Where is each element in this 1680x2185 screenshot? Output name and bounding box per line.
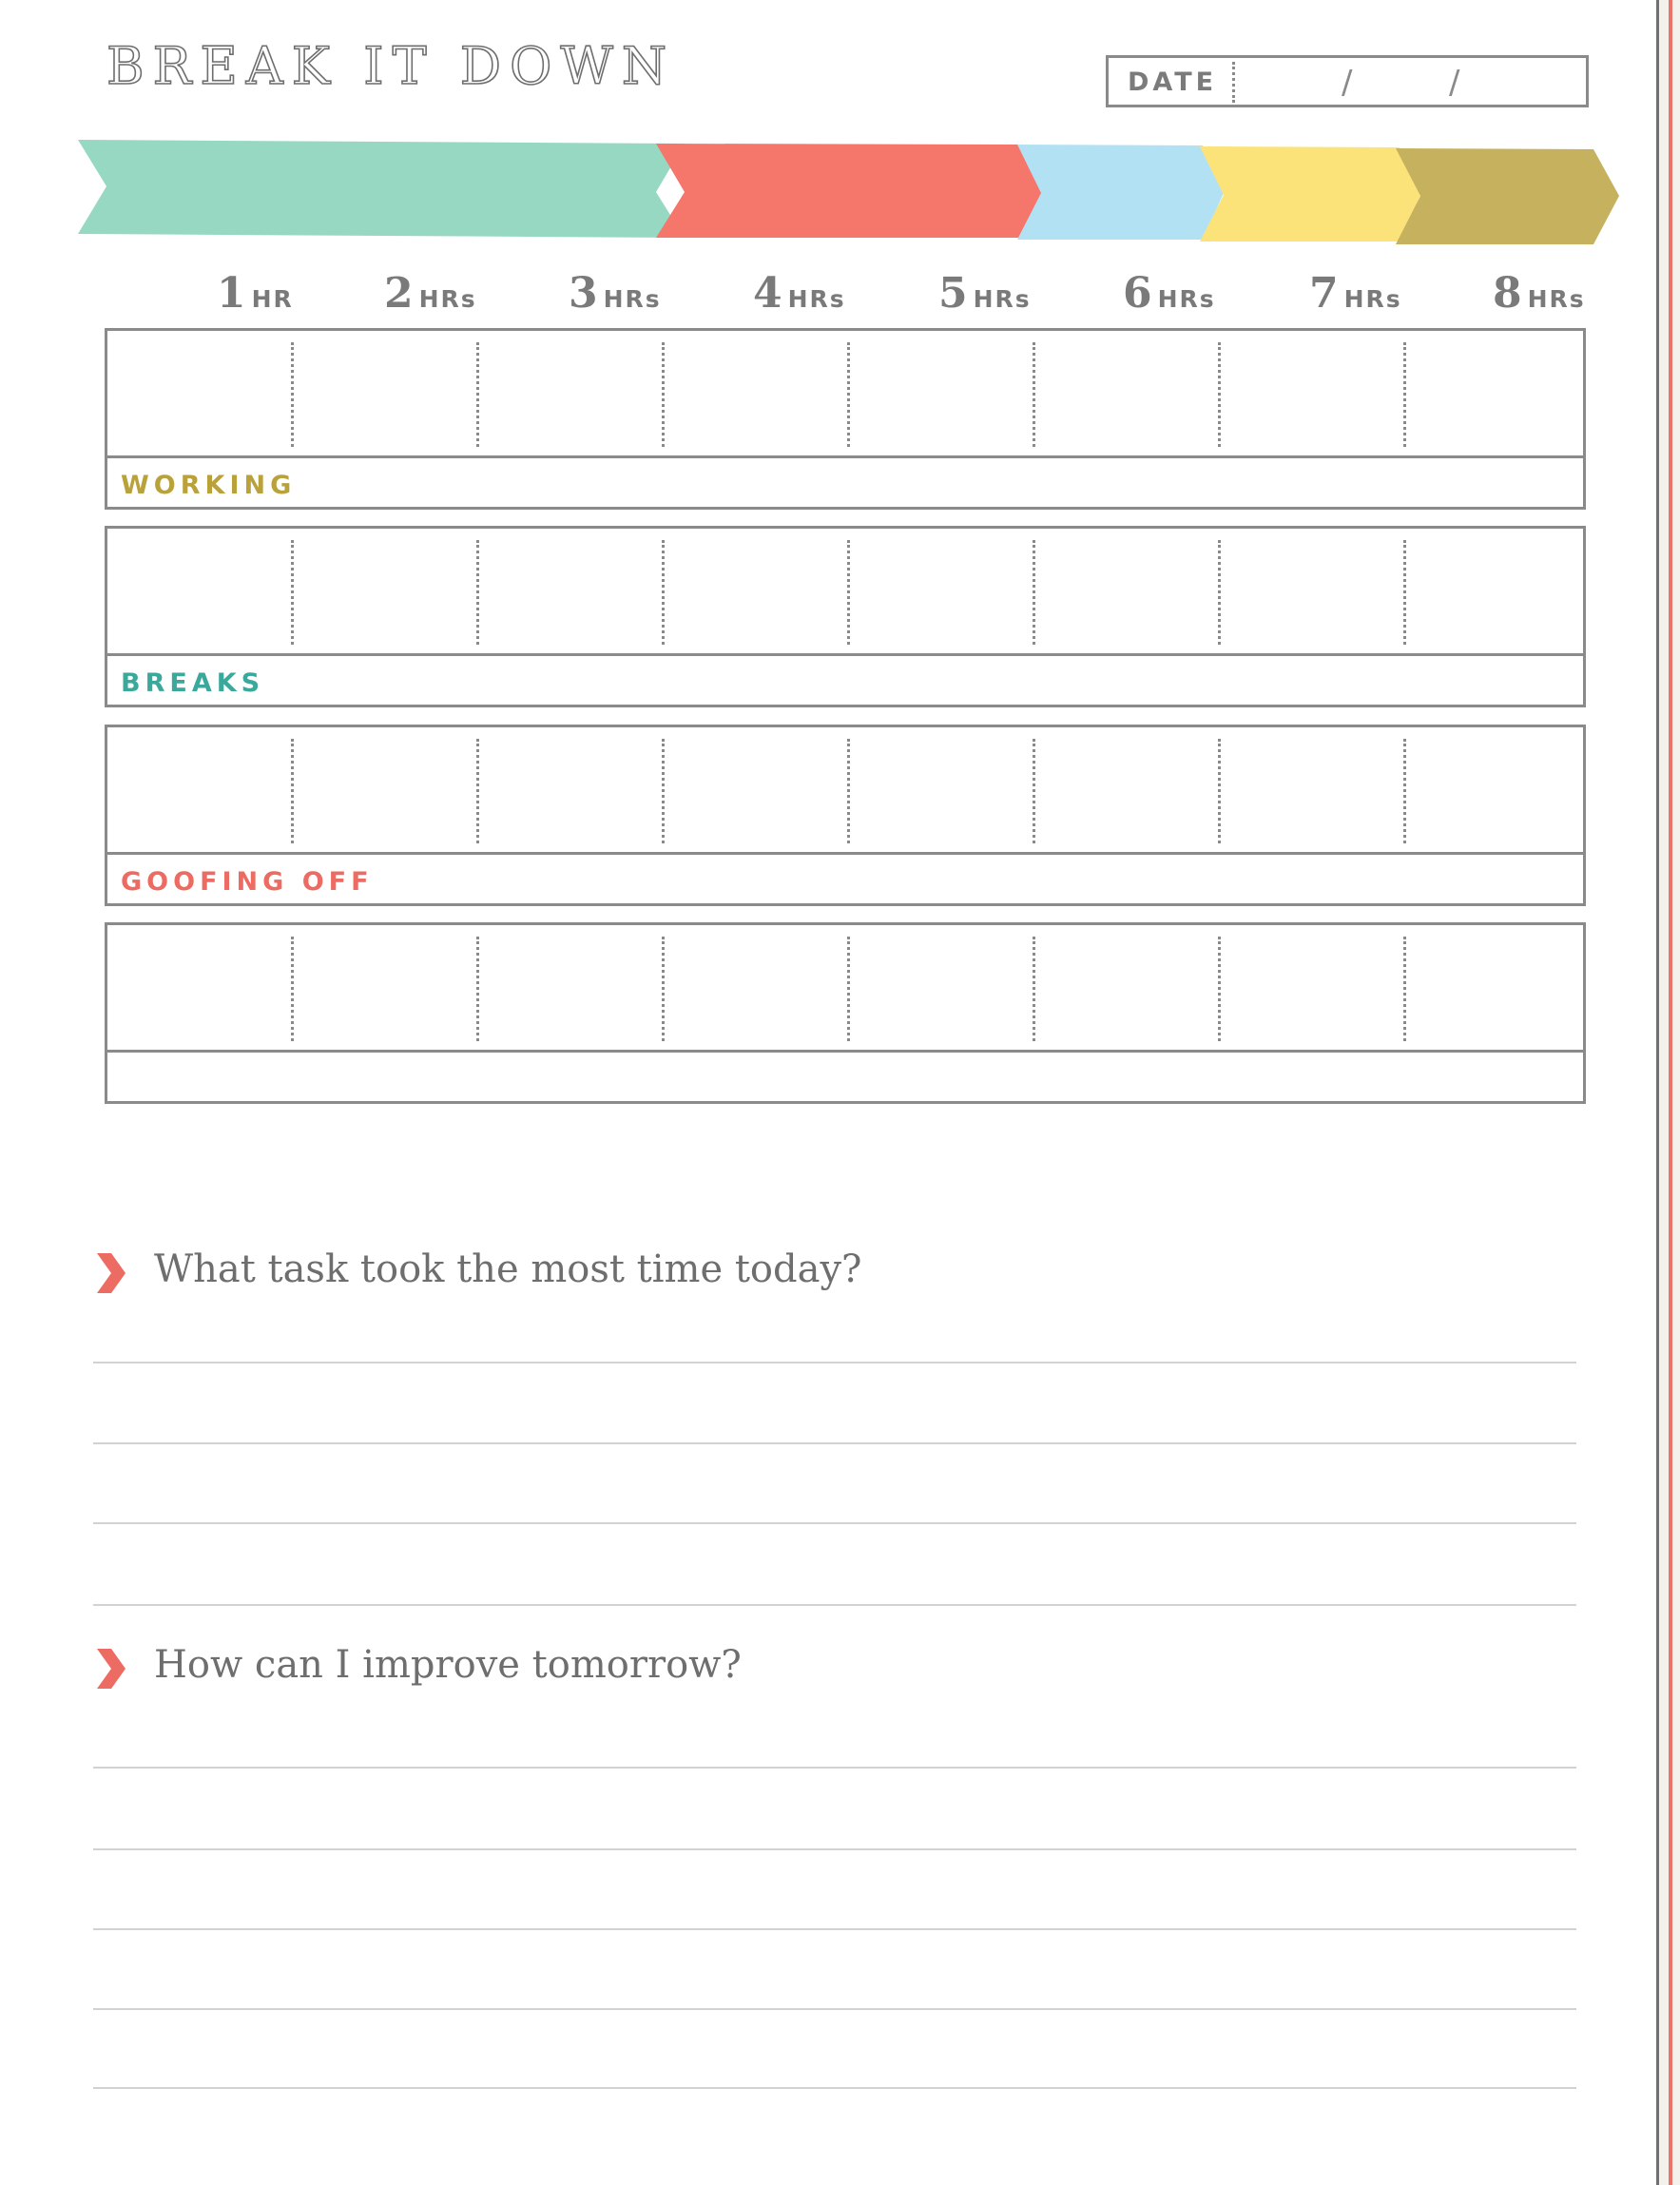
hour-divider [662,937,665,1041]
hour-divider [291,342,294,447]
time-cells[interactable] [105,725,1586,855]
answer-line[interactable] [93,2087,1576,2089]
ribbon-segment-yellow [1200,146,1420,242]
time-cells[interactable] [105,922,1586,1053]
chevron-right-icon [95,1251,127,1295]
hour-label: 5 HRs [938,269,1032,318]
hour-divider [291,540,294,645]
answer-line[interactable] [93,1604,1576,1606]
question-improve-tomorrow: How can I improve tomorrow? [154,1643,742,1687]
hour-divider [847,540,850,645]
hour-divider [847,739,850,843]
hour-divider [476,342,479,447]
hour-label: 8 HRs [1493,269,1586,318]
category-label-breaks: BREAKS [121,668,265,698]
date-label: DATE [1128,68,1218,97]
answer-line[interactable] [93,1848,1576,1850]
category-label-row[interactable] [105,653,1586,707]
hour-divider [847,342,850,447]
hour-divider [662,342,665,447]
category-label-row[interactable] [105,852,1586,906]
hour-label: 4 HRs [753,269,846,318]
page-edge-line [1656,0,1659,2185]
hour-label: 6 HRs [1123,269,1216,318]
hour-divider [847,937,850,1041]
hour-divider [1033,540,1035,645]
question-most-time: What task took the most time today? [154,1247,862,1291]
hour-label: 3 HRs [569,269,662,318]
category-label-row[interactable] [105,455,1586,510]
hour-divider [1403,342,1406,447]
answer-line[interactable] [93,1522,1576,1524]
hour-divider [1033,739,1035,843]
hour-divider [476,739,479,843]
hour-divider [662,540,665,645]
hour-divider [1403,739,1406,843]
chevron-right-icon [95,1647,127,1691]
hour-divider [1218,342,1221,447]
date-separator: / [1449,64,1460,102]
hour-label: 7 HRs [1309,269,1402,318]
time-cells[interactable] [105,526,1586,656]
ribbon-segment-gold [1396,148,1619,244]
category-label-goofing-off: GOOFING OFF [121,867,374,897]
color-ribbon [0,0,1680,285]
ribbon-segment-sky [1017,145,1224,240]
category-label-working: WORKING [121,471,297,500]
hour-divider [1218,540,1221,645]
hour-divider [1033,342,1035,447]
answer-line[interactable] [93,1362,1576,1363]
hour-divider [662,739,665,843]
hour-divider [1218,937,1221,1041]
time-cells[interactable] [105,328,1586,458]
ribbon-segment-mint [78,140,685,238]
hour-divider [1403,937,1406,1041]
answer-line[interactable] [93,1767,1576,1769]
hour-label: 1 HR [217,269,294,318]
hour-label: 2 HRs [384,269,477,318]
ribbon-segment-coral [656,144,1043,238]
answer-line[interactable] [93,1442,1576,1444]
hour-divider [1403,540,1406,645]
hour-divider [1218,739,1221,843]
answer-line[interactable] [93,1928,1576,1930]
hour-divider [476,540,479,645]
hour-divider [291,739,294,843]
hour-scale [0,269,1680,326]
hour-divider [1033,937,1035,1041]
category-label-row[interactable] [105,1050,1586,1104]
hour-divider [291,937,294,1041]
hour-divider [476,937,479,1041]
date-separator: / [1342,64,1353,102]
page-edge-accent-line [1669,0,1672,2185]
page-title: BREAK IT DOWN [106,36,676,96]
answer-line[interactable] [93,2008,1576,2010]
